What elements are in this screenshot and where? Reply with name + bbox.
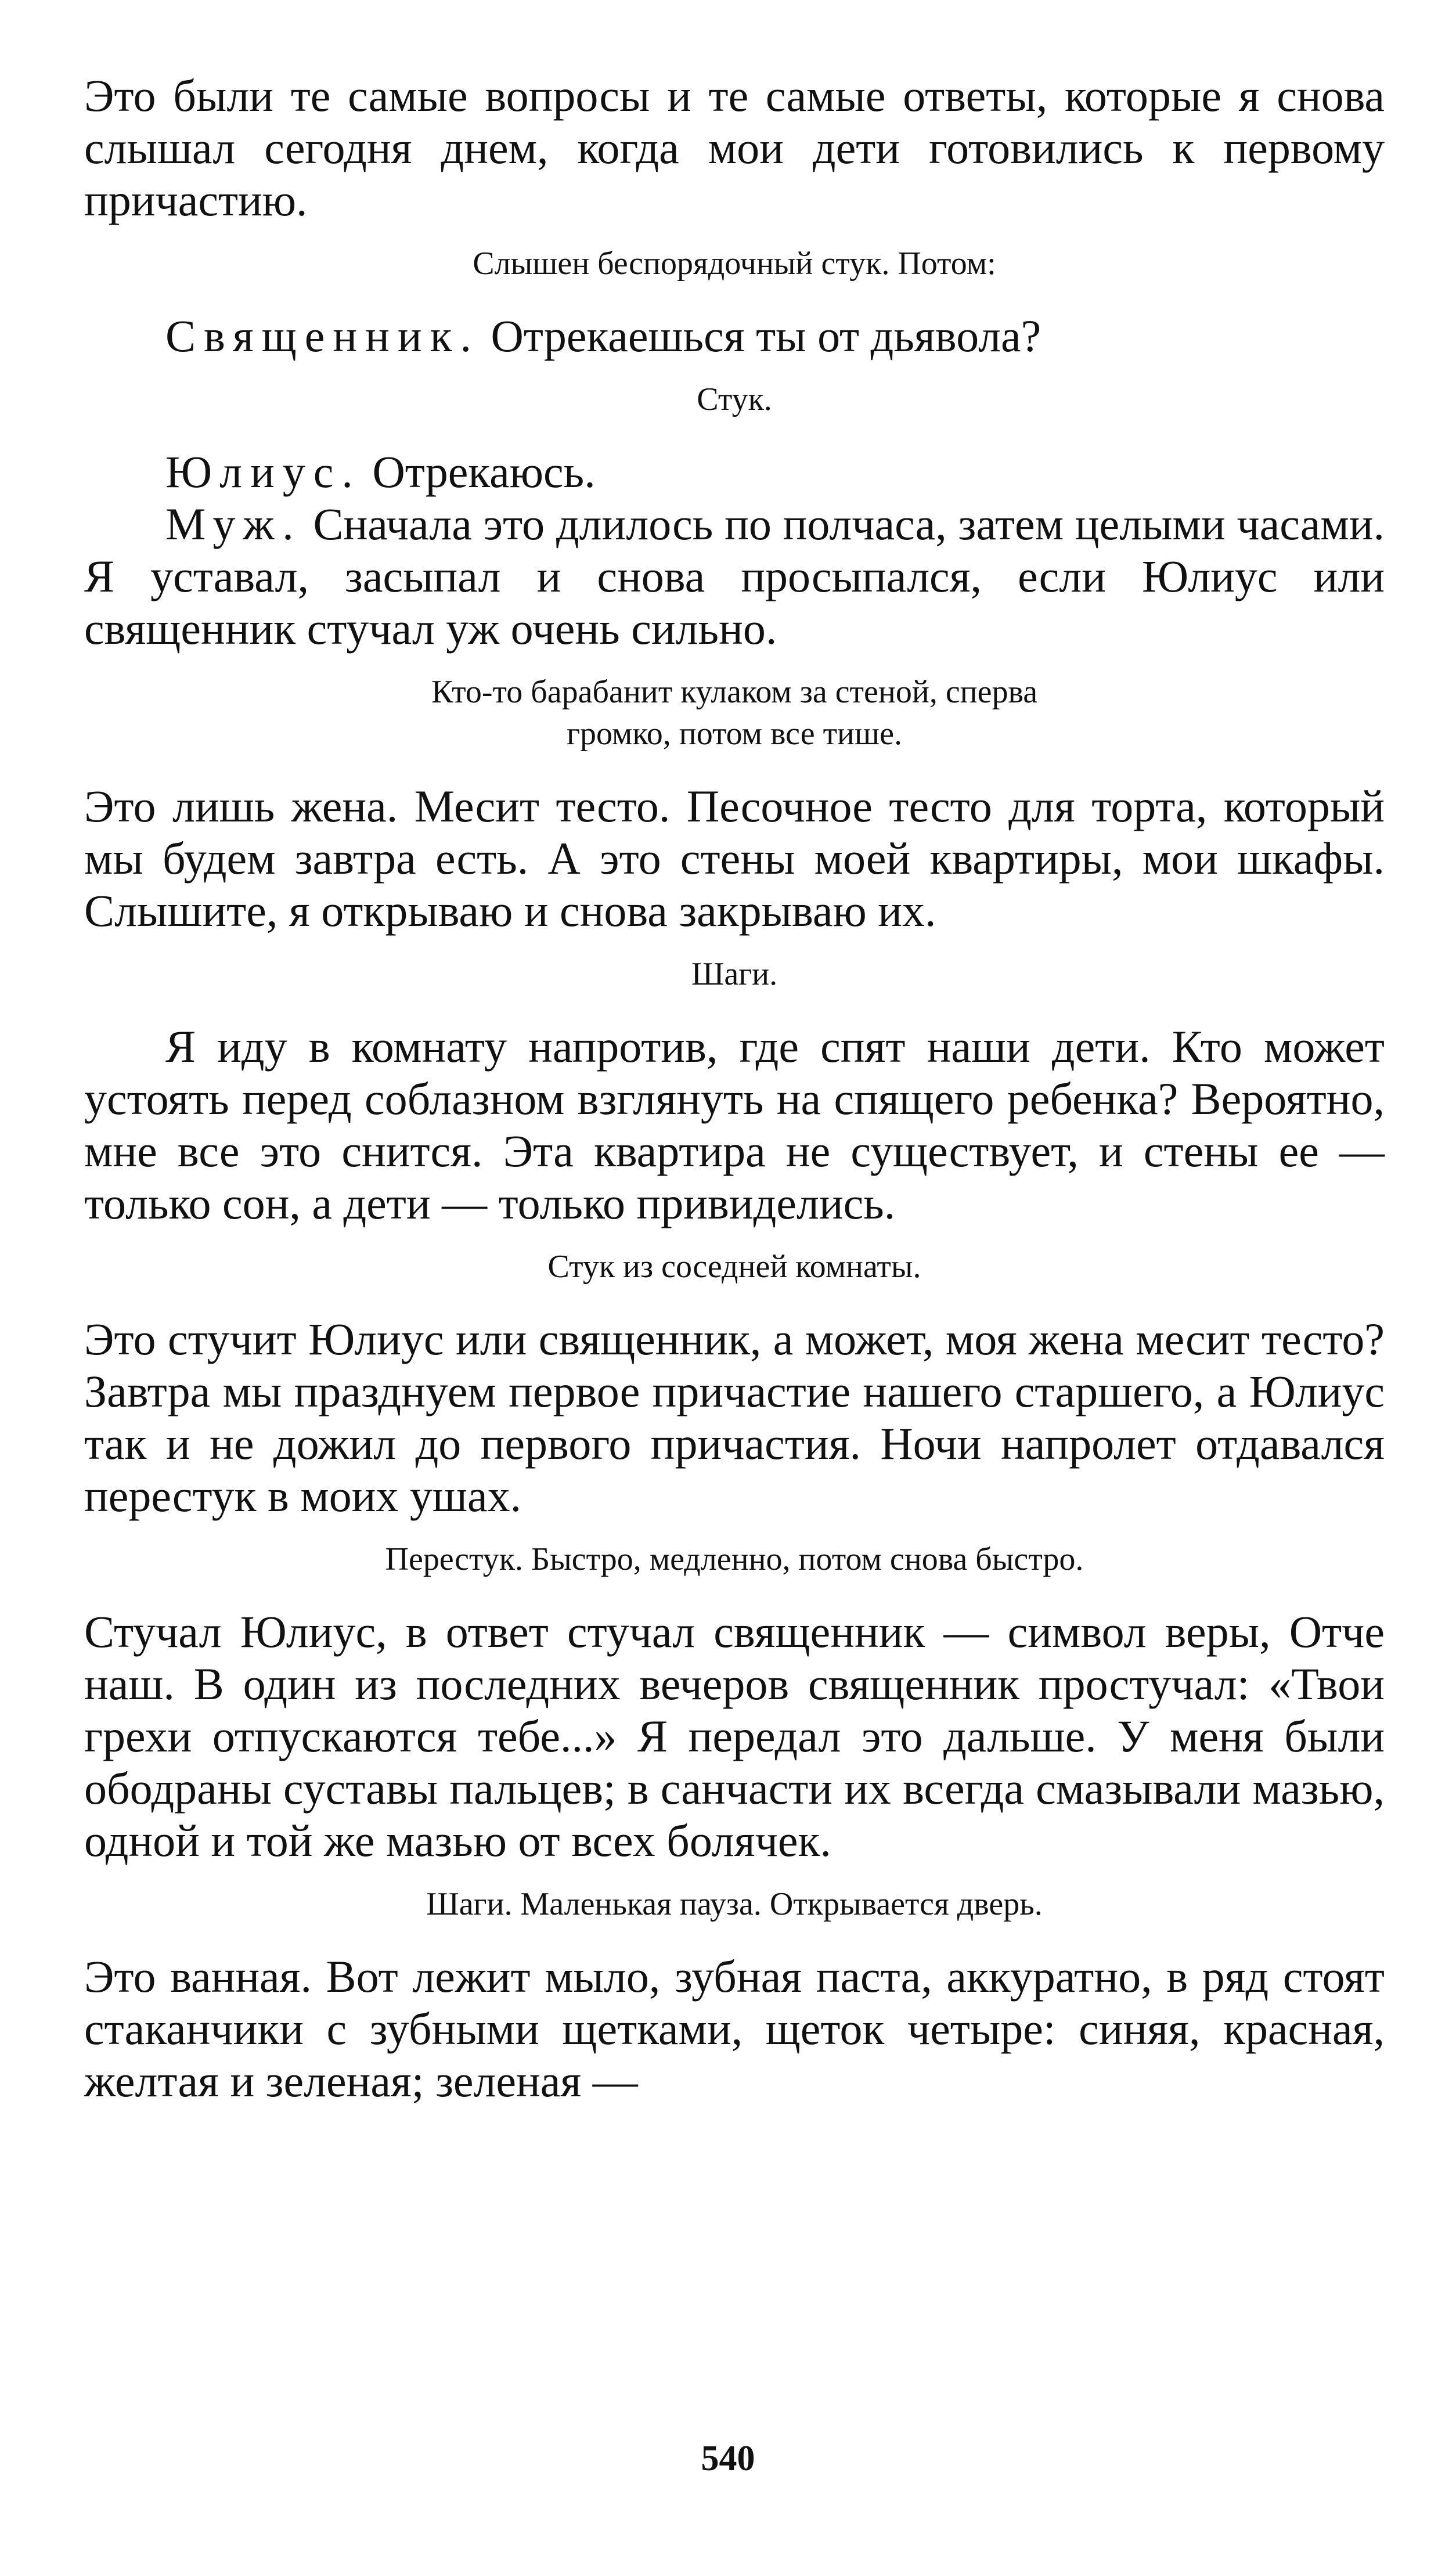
stage-direction-tapping: Перестук. Быстро, медленно, потом снова быстро.	[385, 1541, 1084, 1577]
dialogue-line: Отрекаюсь.	[361, 446, 596, 497]
dialogue-line: Сначала это длилось по полчаса, затем целыми часами. Я уставал, засыпал и снова просыпался, если Юлиус или священник стучал уж очень сильно.	[84, 499, 1385, 654]
speaker-name: Муж.	[165, 499, 302, 549]
paragraph-bathroom: Это ванная. Вот лежит мыло, зубная паста, аккуратно, в ряд стоят стаканчики с зубными щетками, щеток четыре: синяя, красная, желтая и зеленая; зеленая —	[84, 1951, 1385, 2106]
page-number: 540	[701, 2439, 755, 2478]
stage-direction-knock-neighbor: Стук из соседней комнаты.	[547, 1249, 921, 1285]
paragraph-children-room: Я иду в комнату напротив, где спят наши дети. Кто может устоять перед соблазном взглянуть на спящего ребенка? Вероятно, мне все это снится. Эта квартира не существует, и стены ее — только сон, а дети — только привиделись.	[84, 1021, 1385, 1228]
stage-direction-steps: Шаги.	[691, 956, 778, 992]
dialogue-husband	[84, 498, 1385, 655]
page-body	[84, 70, 1385, 2107]
stage-direction-drumming: Кто-то барабанит кулаком за стеной, сперва громко, потом все тише.	[431, 674, 1038, 752]
paragraph-communion: Это стучит Юлиус или священник, а может, моя жена месит тесто? Завтра мы празднуем первое причастие нашего старшего, а Юлиус так и не дожил до первого причастия. Ночи напролет отдавался перестук в моих ушах.	[84, 1314, 1385, 1521]
dialogue-priest	[84, 310, 1385, 362]
speaker-name: Священник.	[165, 311, 480, 361]
stage-direction-knock: Стук.	[697, 381, 772, 417]
dialogue-julius	[84, 446, 1385, 498]
paragraph-wife-dough: Это лишь жена. Месит тесто. Песочное тесто для торта, который мы будем завтра есть. А это стены моей квартиры, мои шкафы. Слышите, я открываю и снова закрываю их.	[84, 781, 1385, 936]
paragraph-creed: Стучал Юлиус, в ответ стучал священник — символ веры, Отче наш. В один из последних вечеров священник простучал: «Твои грехи отпускаются тебе...» Я передал это дальше. У меня были ободраны суставы пальцев; в санчасти их всегда смазывали мазью, одной и той же мазью от всех болячек.	[84, 1606, 1385, 1866]
stage-direction-knocking: Слышен беспорядочный стук. Потом:	[473, 246, 996, 282]
speaker-name: Юлиус.	[165, 446, 361, 497]
dialogue-line: Отрекаешься ты от дьявола?	[480, 311, 1041, 361]
stage-direction-door: Шаги. Маленькая пауза. Открывается дверь.	[426, 1886, 1043, 1922]
paragraph-questions: Это были те самые вопросы и те самые ответы, которые я снова слышал сегодня днем, когда мои дети готовились к первому причастию.	[84, 70, 1385, 225]
